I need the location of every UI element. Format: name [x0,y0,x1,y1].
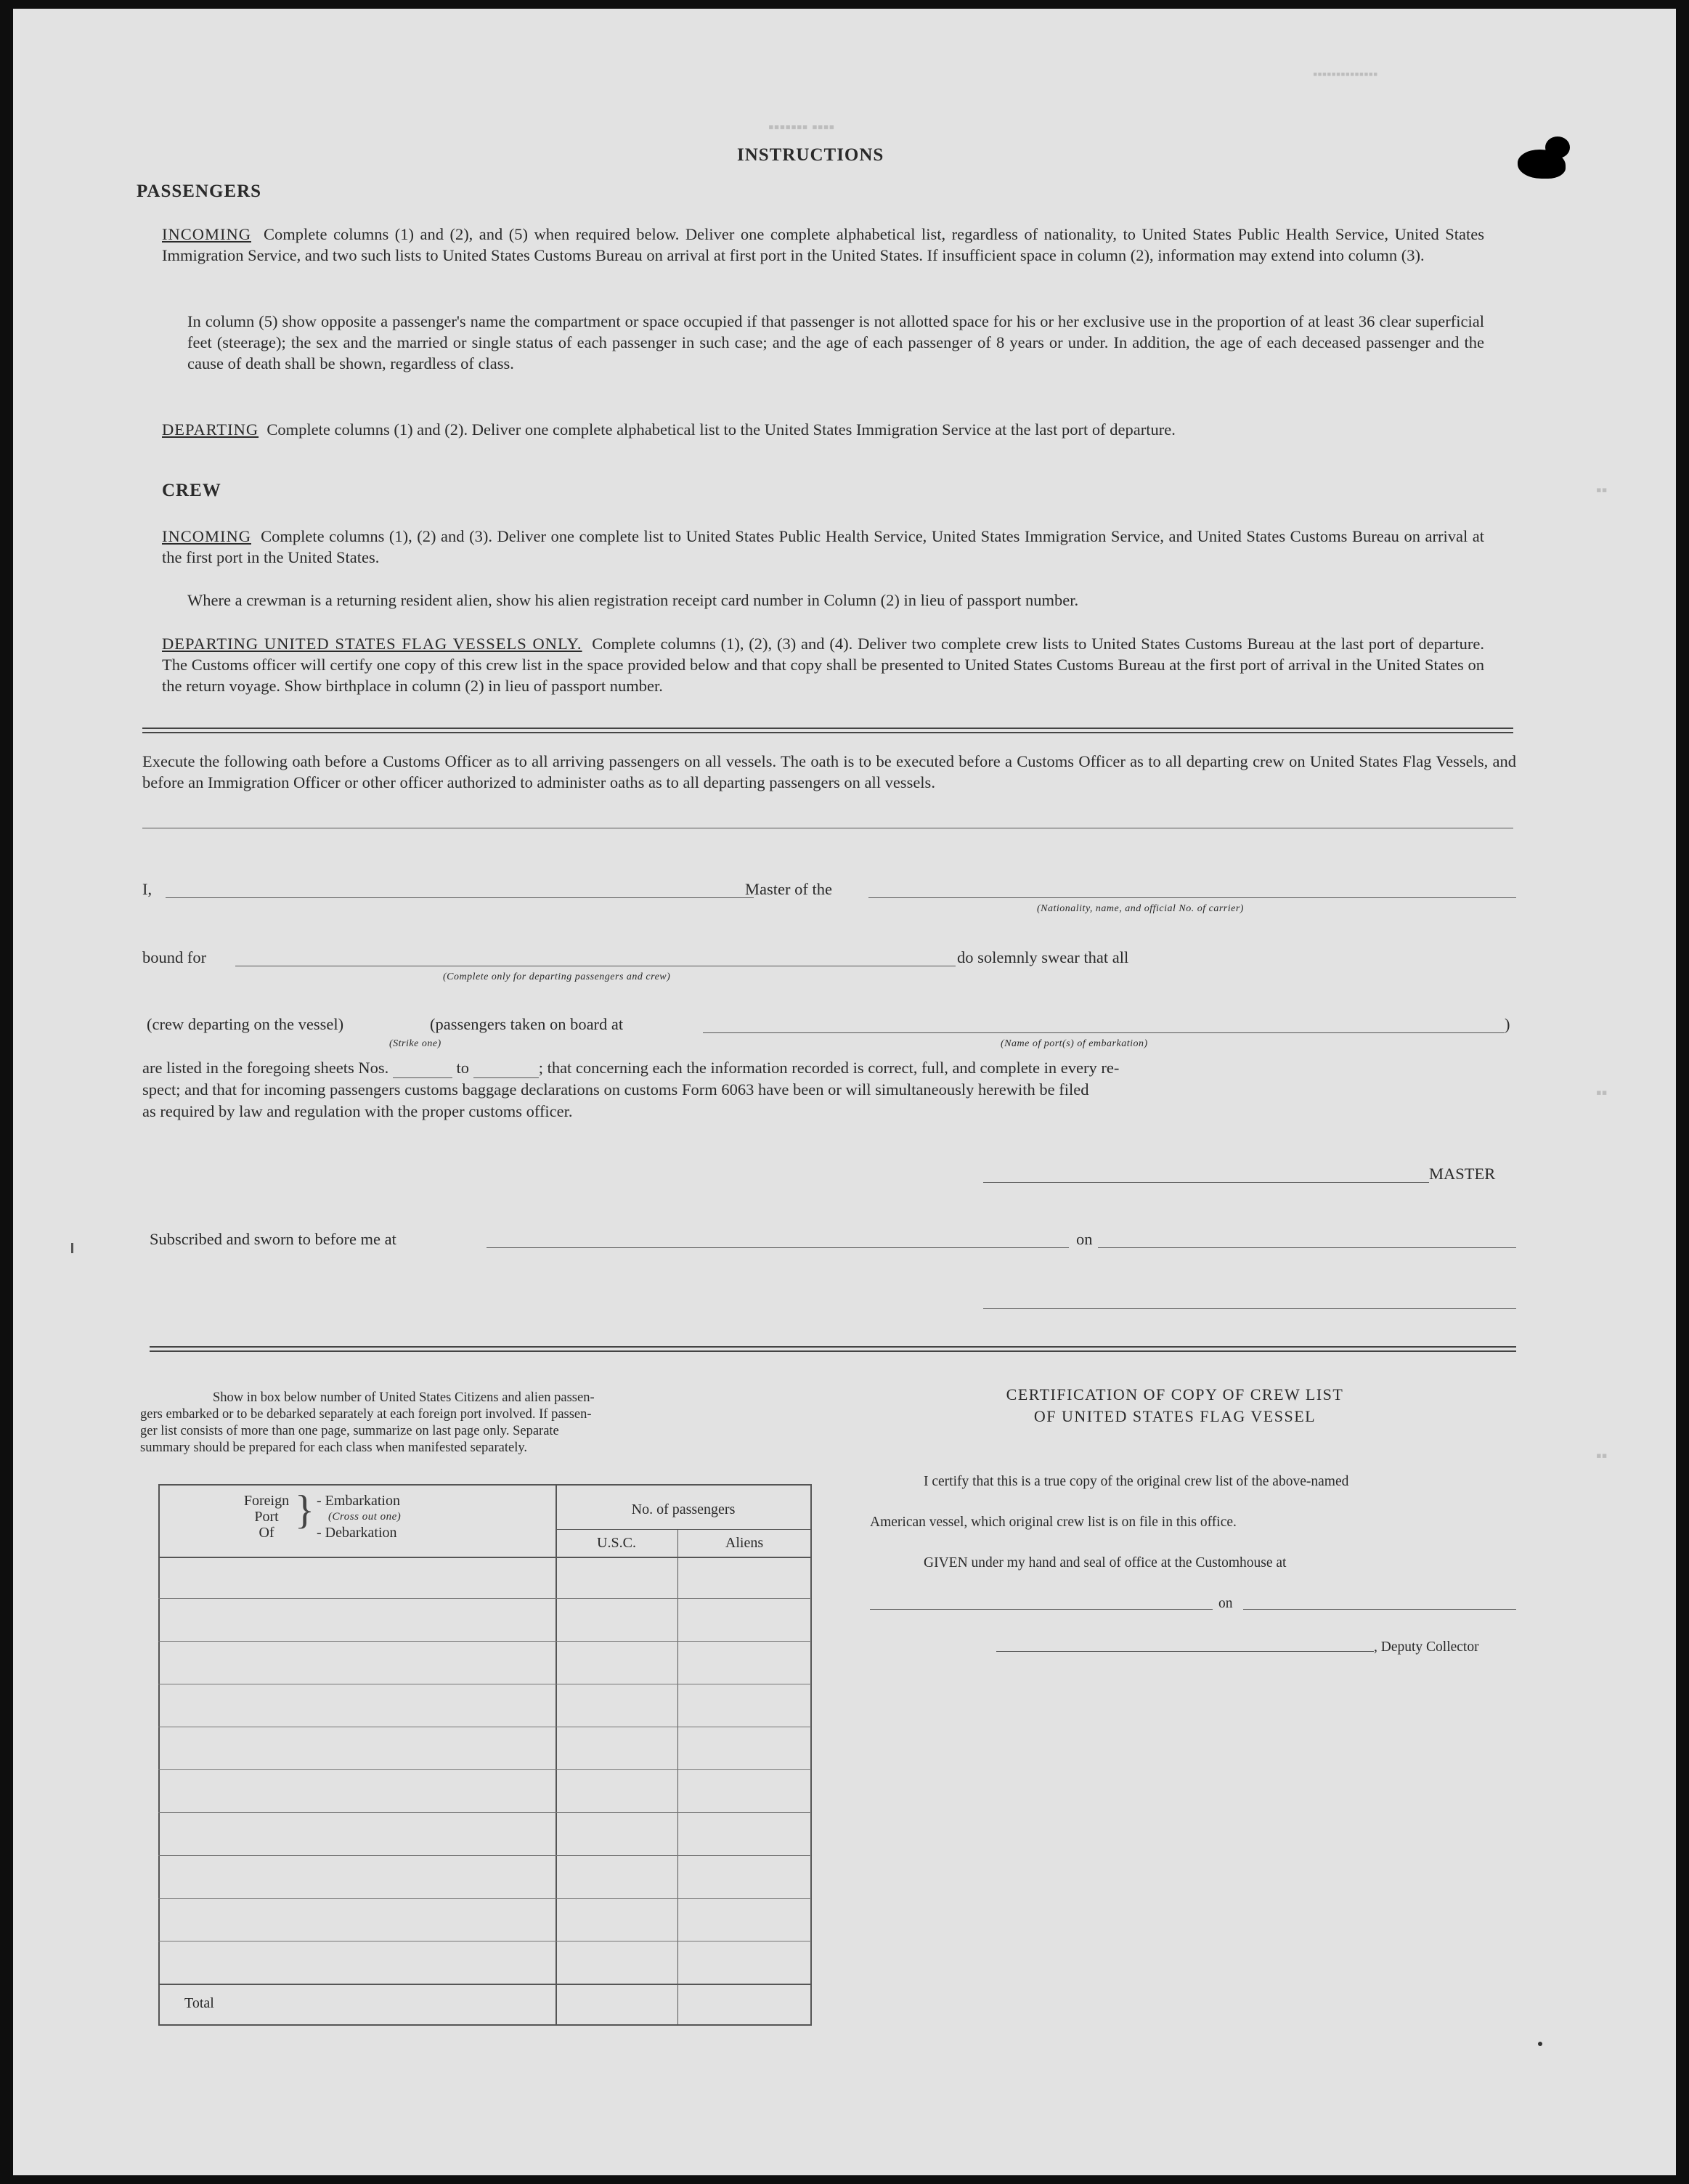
show-through-text: ▪▪ [1596,1083,1608,1101]
crew-departing-text: Complete columns (1), (2), (3) and (4). Deliver two complete crew lists to United States Customs Bureau at the last port of departure. The Customs officer will certify one copy of this crew list in the space provided below and that copy shall be presented to United States Customs Bureau at the first port of arrival in the United States on the return voyage. Show birthplace in column (2) in lieu of passport number. [162,635,1485,695]
sheet-from-field[interactable] [393,1059,452,1078]
table-row[interactable] [158,1898,811,1899]
header-bottom [158,1557,811,1558]
column-divider [677,1529,678,2025]
total-label: Total [184,1995,214,2011]
strike-one-caption: (Strike one) [389,1038,441,1049]
brace-symbol: } [295,1488,314,1533]
crew-resident-paragraph: Where a crewman is a returning resident alien, show his alien registration receipt card number in Column (2) in lieu of passport number. [187,591,1079,609]
cross-out-caption: (Cross out one) [328,1511,402,1523]
aliens-header: Aliens [725,1535,764,1551]
sheet-to-field[interactable] [473,1059,539,1078]
sheets-text-2: spect; and that for incoming passengers customs baggage declarations on customs Form 6063 have been or will simultaneously herewith be filed [142,1080,1089,1099]
stray-mark [1538,2042,1542,2046]
passengers-departing-paragraph [162,419,1484,440]
oath-i: I, [142,880,152,898]
document-page [13,9,1676,2175]
customhouse-field[interactable] [870,1609,1213,1610]
column-divider [555,1484,557,2025]
show-through-text: ▪▪▪▪▪▪▪▪▪▪▪▪▪▪ [1313,67,1378,81]
summary-instruction-1: Show in box below number of United States Citizens and alien passen- [213,1390,595,1405]
show-through-text: ▪▪▪▪▪▪▪ ▪▪▪▪ [768,118,835,136]
departing-label: DEPARTING [162,420,259,439]
given-line: GIVEN under my hand and seal of office at the Customhouse at [924,1555,1287,1570]
summary-instruction-3: ger list consists of more than one page, summarize on last page only. Separate [140,1424,559,1438]
port-label: Port [254,1509,279,1525]
passengers-departing-text: Complete columns (1) and (2). Deliver one complete alphabetical list to the United States Immigration Service at the last port of departure. [266,420,1176,439]
subscribed-place-field[interactable] [487,1247,1069,1248]
sheets-text-3: as required by law and regulation with the proper customs officer. [142,1102,573,1120]
ink-blot [1545,136,1570,158]
passengers-incoming-paragraph [162,224,1484,266]
crew-incoming-paragraph [162,526,1484,568]
master-of-the-label: Master of the [745,880,832,898]
passenger-summary-table [158,1484,812,2026]
bound-for-label: bound for [142,948,207,966]
embarkation-options [317,1493,401,1541]
table-row[interactable] [158,1855,811,1856]
certification-title-2: OF UNITED STATES FLAG VESSEL [1033,1407,1316,1425]
table-row[interactable] [158,1598,811,1599]
deputy-collector-label: , Deputy Collector [1374,1639,1479,1655]
usc-header: U.S.C. [597,1535,636,1551]
foreign-port-label [241,1493,292,1541]
no-passengers-label: No. of passengers [631,1502,736,1517]
oath-instruction: Execute the following oath before a Customs Officer as to all arriving passengers on all vessels. The oath is to be executed before a Customs Officer as to all departing crew on United States Flag Vessels, and before an Immigration Officer or other officer authorized to administer oaths as to all departing passengers on all vessels. [142,752,1516,791]
crew-departing-paragraph [162,633,1484,696]
carrier-field[interactable] [868,897,1516,898]
port-caption: (Name of port(s) of embarkation) [1001,1038,1148,1049]
closing-paren: ) [1505,1015,1510,1033]
total-row-divider [158,1984,811,1985]
certification-date-field[interactable] [1243,1609,1516,1610]
show-through-text: ▪▪ [1596,1446,1608,1464]
master-signature-field[interactable] [983,1182,1429,1183]
subscribed-on-label: on [1076,1230,1093,1248]
officer-signature-field[interactable] [983,1308,1516,1309]
page-title: INSTRUCTIONS [737,145,884,165]
certification-title [855,1384,1494,1427]
subscribed-label: Subscribed and sworn to before me at [150,1230,396,1248]
foreign-label: Foreign [243,1493,290,1509]
section-divider [142,728,1513,733]
passengers-taken-option[interactable]: (passengers taken on board at [430,1015,624,1033]
header-divider [555,1529,811,1530]
stray-mark [71,1243,73,1253]
sheets-label: are listed in the foregoing sheets Nos. [142,1059,389,1077]
embarkation-port-field[interactable] [703,1032,1505,1033]
sheets-to-label: to [456,1059,470,1077]
table-row[interactable] [158,1769,811,1770]
summary-instructions [140,1390,815,1456]
certify-line-2: American vessel, which original crew list is on file in this office. [870,1515,1237,1530]
sheets-text-1: ; that concerning each the information recorded is correct, full, and complete in every re- [538,1059,1120,1077]
master-label: MASTER [1429,1165,1496,1183]
column5-paragraph: In column (5) show opposite a passenger's name the compartment or space occupied if that passenger is not allotted space for his or her exclusive use in the proportion of at least 36 clear superficial feet (steerage); the sex and the married or single status of each passenger in such case; and the age of each passenger of 8 years or under. In addition, the age of each deceased passenger and the cause of death shall be shown, regardless of class. [187,312,1484,372]
crew-departing-option[interactable]: (crew departing on the vessel) [147,1015,344,1033]
sheets-line [142,1059,1119,1078]
crew-incoming-text: Complete columns (1), (2) and (3). Deliver one complete list to United States Public Health Service, United States Immigration Service, and United States Customs Bureau on arrival at the first port in the United States. [162,527,1484,566]
incoming-label: INCOMING [162,225,251,243]
summary-instruction-2: gers embarked or to be debarked separately at each foreign port involved. If passen- [140,1407,592,1422]
of-label: Of [259,1525,274,1541]
crew-heading: CREW [162,481,221,500]
passengers-incoming-text: Complete columns (1) and (2), and (5) when required below. Deliver one complete alphabetical list, regardless of nationality, to United States Public Health Service, United States Immigration Service, and two such lists to United States Customs Bureau on arrival at first port in the United States. If insufficient space in column (2), information may extend into column (3). [162,225,1484,264]
passengers-heading: PASSENGERS [137,182,262,201]
table-row[interactable] [158,1641,811,1642]
deputy-collector-signature-field[interactable] [996,1651,1374,1652]
certification-on-label: on [1218,1596,1233,1611]
summary-instruction-4: summary should be prepared for each class when manifested separately. [140,1441,528,1455]
certify-line-1: I certify that this is a true copy of the original crew list of the above-named [924,1474,1349,1489]
table-row[interactable] [158,1812,811,1813]
subscribed-date-field[interactable] [1098,1247,1516,1248]
master-name-field[interactable] [166,897,754,898]
destination-caption: (Complete only for departing passengers and crew) [443,971,671,982]
carrier-caption: (Nationality, name, and official No. of carrier) [1037,903,1244,914]
show-through-text: ▪▪ [1596,481,1608,499]
certification-title-1: CERTIFICATION OF COPY OF CREW LIST [1006,1385,1344,1403]
flag-vessels-label: DEPARTING UNITED STATES FLAG VESSELS ONLY. [162,635,582,653]
debarkation-label[interactable]: - Debarkation [317,1525,397,1541]
crew-incoming-label: INCOMING [162,527,251,545]
section-divider [150,1346,1516,1352]
solemnly-swear-text: do solemnly swear that all [957,948,1129,966]
embarkation-label[interactable]: - Embarkation [317,1493,400,1509]
